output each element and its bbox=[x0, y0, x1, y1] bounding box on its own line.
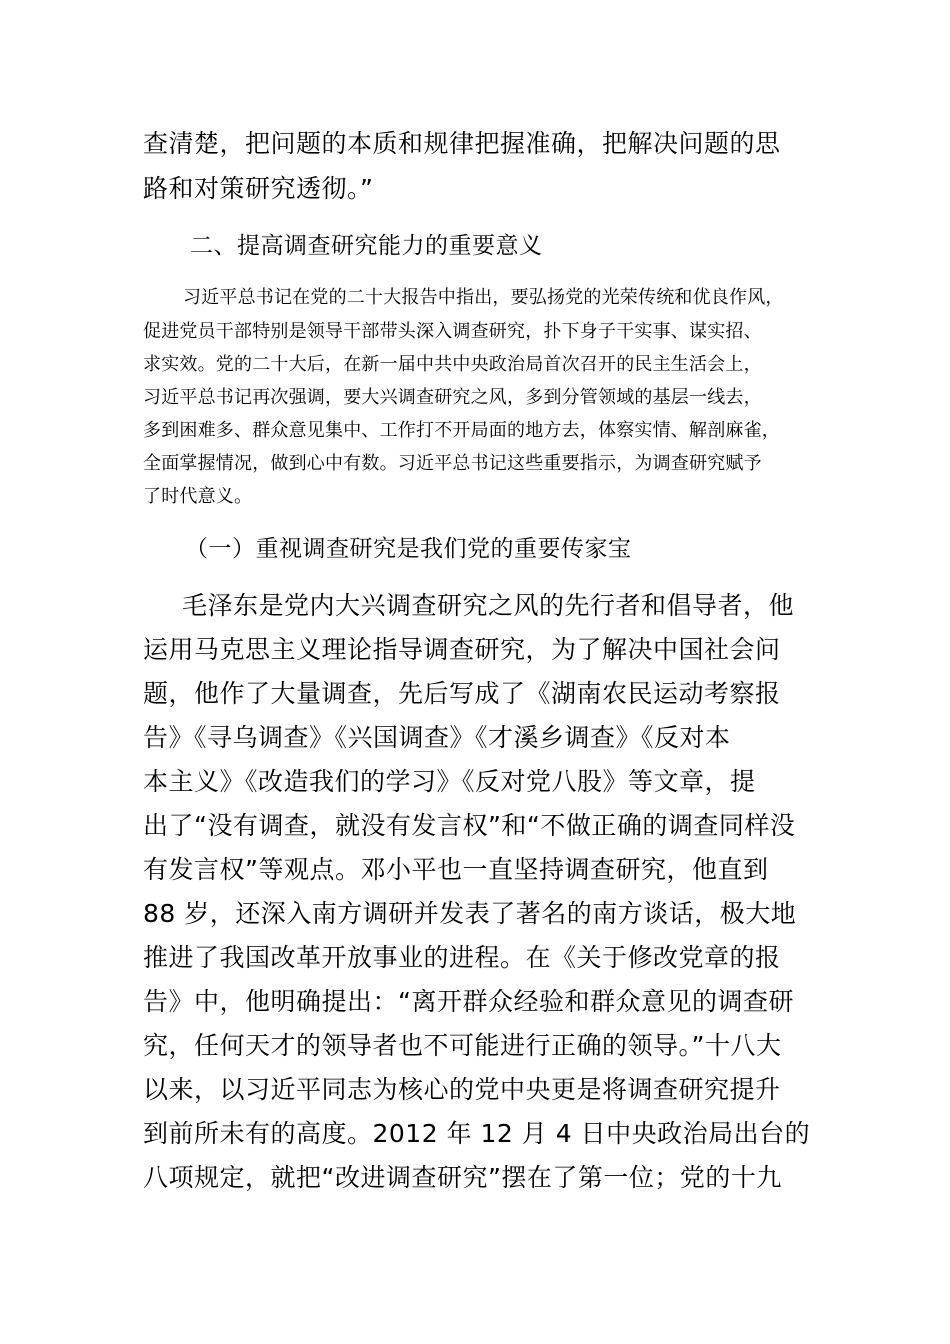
body-line-11: 究，任何天才的领导者也不可能进行正确的领导。”十八大 bbox=[143, 1031, 782, 1060]
intro-line-2: 促进党员干部特别是领导干部带头深入调查研究，扑下身子干实事、谋实招、 bbox=[143, 321, 762, 342]
body-line-2: 运用马克思主义理论指导调查研究，为了解决中国社会问 bbox=[143, 635, 781, 664]
intro-line-1: 习近平总书记在党的二十大报告中指出，要弘扬党的光荣传统和优良作风， bbox=[183, 287, 784, 308]
continuation-line-2: 路和对策研究透彻。” bbox=[143, 174, 374, 203]
intro-line-7: 了时代意义。 bbox=[143, 486, 253, 507]
body-line-9: 推进了我国改革开放事业的进程。在《关于修改党章的报 bbox=[143, 943, 781, 972]
intro-line-5: 多到困难多、群众意见集中、工作打不开局面的地方去，体察实情、解剖麻雀， bbox=[143, 420, 780, 441]
intro-line-4: 习近平总书记再次强调，要大兴调查研究之风，多到分管领域的基层一线去， bbox=[143, 387, 762, 408]
body-line-1: 毛泽东是党内大兴调查研究之风的先行者和倡导者，他 bbox=[182, 591, 795, 620]
subheading: （一）重视调查研究是我们党的重要传家宝 bbox=[185, 536, 632, 562]
section-heading: 二、提高调查研究能力的重要意义 bbox=[190, 233, 543, 259]
body-line-5: 本主义》《改造我们的学习》《反对党八股》等文章，提 bbox=[143, 767, 756, 796]
body-line-6: 出了“没有调查，就没有发言权”和“不做正确的调查同样没 bbox=[143, 811, 796, 840]
body-line-8: 88 岁，还深入南方调研并发表了著名的南方谈话，极大地 bbox=[143, 899, 797, 928]
body-line-3: 题，他作了大量调查，先后写成了《湖南农民运动考察报 bbox=[143, 679, 781, 708]
body-line-4: 告》《寻乌调查》《兴国调查》《才溪乡调查》《反对本 bbox=[143, 723, 731, 752]
body-line-12: 以来，以习近平同志为核心的党中央更是将调查研究提升 bbox=[143, 1075, 781, 1104]
intro-line-3: 求实效。党的二十大后，在新一届中共中央政治局首次召开的民主生活会上， bbox=[143, 354, 762, 375]
intro-line-6: 全面掌握情况，做到心中有数。习近平总书记这些重要指示，为调查研究赋予 bbox=[143, 453, 762, 474]
body-line-7: 有发言权”等观点。邓小平也一直坚持调查研究，他直到 bbox=[143, 855, 769, 884]
body-line-13: 到前所未有的高度。2012 年 12 月 4 日中央政治局出台的 bbox=[143, 1119, 811, 1148]
continuation-line-1: 查清楚，把问题的本质和规律把握准确，把解决问题的思 bbox=[143, 129, 781, 158]
body-line-10: 告》中，他明确提出：“离开群众经验和群众意见的调查研 bbox=[143, 987, 794, 1016]
body-line-14: 八项规定，就把“改进调查研究”摆在了第一位；党的十九 bbox=[143, 1163, 782, 1192]
